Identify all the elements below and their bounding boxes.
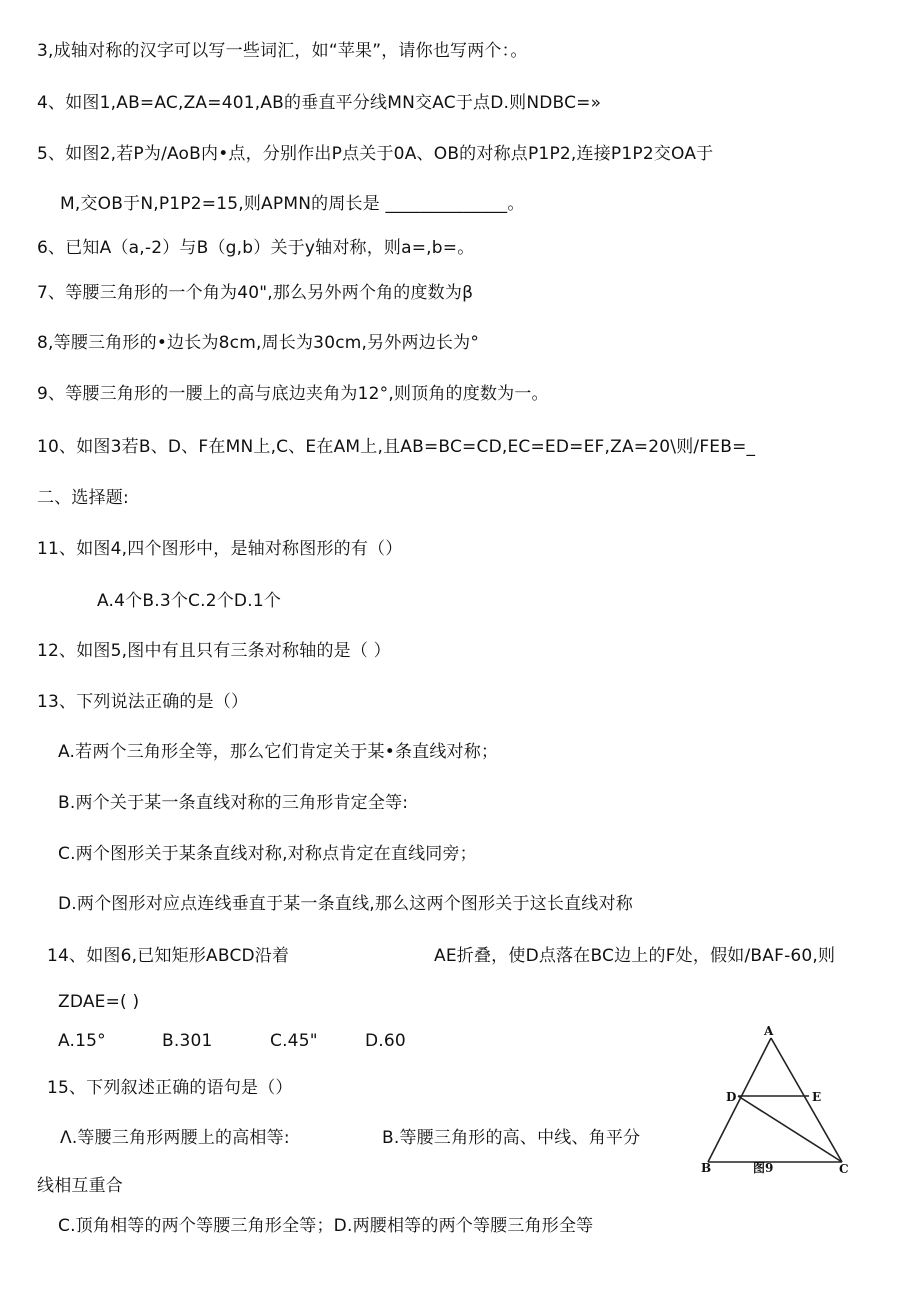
q3-line: 3,成轴对称的汉字可以写一些词汇，如“苹果”，请你也写两个：。: [37, 41, 528, 61]
side-ab: [708, 1038, 771, 1162]
label-c: C: [839, 1162, 849, 1176]
q6-line: 6、已知A（a,-2）与B（g,b）关于y轴对称，则a=,b=。: [37, 238, 475, 258]
section-title-choice: 二、选择题:: [37, 488, 129, 508]
q10-line: 10、如图3若B、D、F在MN上,C、E在AM上,且AB=BC=CD,EC=ED=EF,ZA=20\则/FEB=_: [37, 437, 756, 457]
q13-option-b: B.两个关于某一条直线对称的三角形肯定全等:: [58, 793, 409, 813]
q12-line: 12、如图5,图中有且只有三条对称轴的是（ ）: [37, 641, 391, 661]
segment-dc: [738, 1096, 842, 1162]
q9-line: 9、等腰三角形的一腰上的高与底边夹角为12°,则顶角的度数为一。: [37, 384, 549, 404]
triangle-diagram: [698, 1024, 854, 1176]
label-e: E: [812, 1090, 822, 1104]
q14-continued-line: ZDAE=( ): [58, 992, 140, 1012]
q14-option-d: D.60: [365, 1031, 406, 1051]
side-ac: [771, 1038, 842, 1162]
q4-line: 4、如图1,AB=AC,ZA=401,AB的垂直平分线MN交AC于点D.则NDBC=»: [37, 93, 602, 113]
q11-line: 11、如图4,四个图形中，是轴对称图形的有（）: [37, 539, 403, 559]
label-d: D: [726, 1090, 737, 1104]
q14-option-a: A.15°: [58, 1031, 106, 1051]
q13-option-a: A.若两个三角形全等，那么它们肯定关于某•条直线对称；: [58, 742, 499, 762]
triangle-figure: [698, 1024, 854, 1176]
q13-line: 13、下列说法正确的是（）: [37, 692, 249, 712]
q14-option-b: B.301: [162, 1031, 213, 1051]
q11-options: A.4个B.3个C.2个D.1个: [97, 591, 282, 611]
figure-caption: 图9: [753, 1161, 774, 1175]
q5-continued-line: M,交OB于N,P1P2=15,则APMN的周长是 ______________。: [60, 194, 525, 214]
q14-line-left: 14、如图6,已知矩形ABCD沿着: [47, 946, 290, 966]
q15-line: 15、下列叙述正确的语句是（）: [47, 1078, 293, 1098]
q14-option-c: C.45": [270, 1031, 318, 1051]
q13-option-c: C.两个图形关于某条直线对称,对称点肯定在直线同旁；: [58, 844, 477, 864]
label-b: B: [701, 1161, 712, 1175]
q14-line-right: AE折叠，使D点落在BC边上的F处，假如/BAF-60,则: [434, 946, 836, 966]
q5-line: 5、如图2,若P为/AoB内•点，分别作出P点关于0A、OB的对称点P1P2,连接P1P2交OA于: [37, 144, 714, 164]
q15-options-cd: C.顶角相等的两个等腰三角形全等；D.两腰相等的两个等腰三角形全等: [58, 1216, 594, 1236]
q15-option-a: Λ.等腰三角形两腰上的高相等:: [60, 1128, 290, 1148]
q15-option-b: B.等腰三角形的高、中线、角平分: [382, 1128, 641, 1148]
q8-line: 8,等腰三角形的•边长为8cm,周长为30cm,另外两边长为°: [37, 333, 480, 353]
q15-continued-line: 线相互重合: [37, 1176, 123, 1196]
label-a: A: [764, 1024, 774, 1038]
q13-option-d: D.两个图形对应点连线垂直于某一条直线,那么这两个图形关于这长直线对称: [58, 894, 633, 914]
q7-line: 7、等腰三角形的一个角为40",那么另外两个角的度数为β: [37, 283, 474, 303]
